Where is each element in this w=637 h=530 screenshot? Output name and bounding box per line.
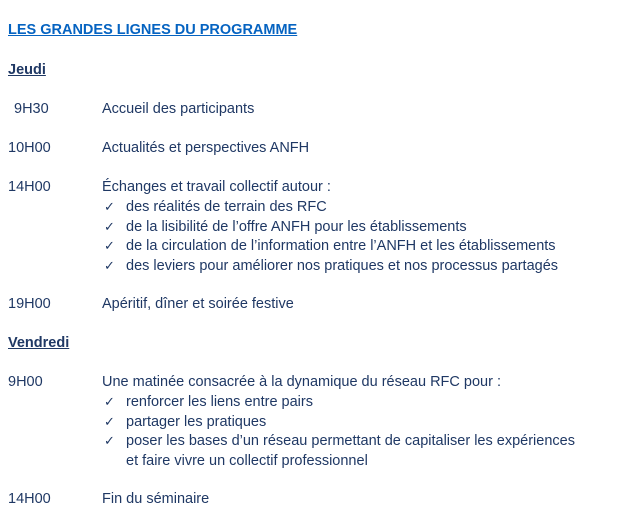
check-icon: ✓	[104, 219, 115, 235]
check-icon: ✓	[104, 239, 115, 254]
list-item-continuation: et faire vivre un collectif professionnel	[126, 452, 368, 469]
check-icon: ✓	[104, 414, 115, 430]
list-item-text: de la circulation de l’information entre l’ANFH et les établissements	[126, 238, 556, 254]
list-item-text: des réalités de terrain des RFC	[126, 199, 327, 215]
list-item-text: partager les pratiques	[126, 413, 267, 430]
check-icon: ✓	[104, 200, 115, 215]
list-item	[102, 393, 575, 413]
list-item	[102, 237, 558, 257]
time-label: 9H00	[8, 374, 43, 390]
list-item	[102, 218, 558, 238]
list-item-text: de la lisibilité de l’offre ANFH pour les établissements	[126, 218, 467, 235]
list-item-text: des leviers pour améliorer nos pratiques et nos processus partagés	[126, 257, 559, 274]
list-item	[102, 257, 558, 277]
day-heading-jeudi: Jeudi	[8, 62, 46, 78]
list-item	[102, 432, 575, 471]
time-label: 9H30	[14, 101, 49, 117]
check-icon: ✓	[104, 434, 115, 449]
time-label: 14H00	[8, 491, 51, 507]
time-label: 19H00	[8, 296, 51, 312]
day-heading-vendredi: Vendredi	[8, 335, 70, 351]
activity-description: Accueil des participants	[102, 101, 255, 117]
bullet-list	[102, 198, 558, 276]
activity-description: Échanges et travail collectif autour :	[102, 179, 331, 195]
list-item-text: poser les bases d’un réseau permettant de capitaliser les expériences	[126, 433, 575, 449]
time-label: 14H00	[8, 179, 51, 195]
list-item-text: renforcer les liens entre pairs	[126, 394, 313, 410]
activity-description: Actualités et perspectives ANFH	[102, 140, 310, 156]
activity-description: Apéritif, dîner et soirée festive	[102, 296, 294, 312]
list-item	[102, 198, 558, 218]
page-title[interactable]: LES GRANDES LIGNES DU PROGRAMME	[8, 22, 298, 38]
time-label: 10H00	[8, 140, 51, 156]
activity-description: Une matinée consacrée à la dynamique du réseau RFC pour :	[102, 374, 501, 390]
check-icon: ✓	[104, 258, 115, 274]
list-item	[102, 413, 575, 433]
check-icon: ✓	[104, 395, 115, 410]
activity-description: Fin du séminaire	[102, 491, 210, 507]
bullet-list	[102, 393, 575, 471]
